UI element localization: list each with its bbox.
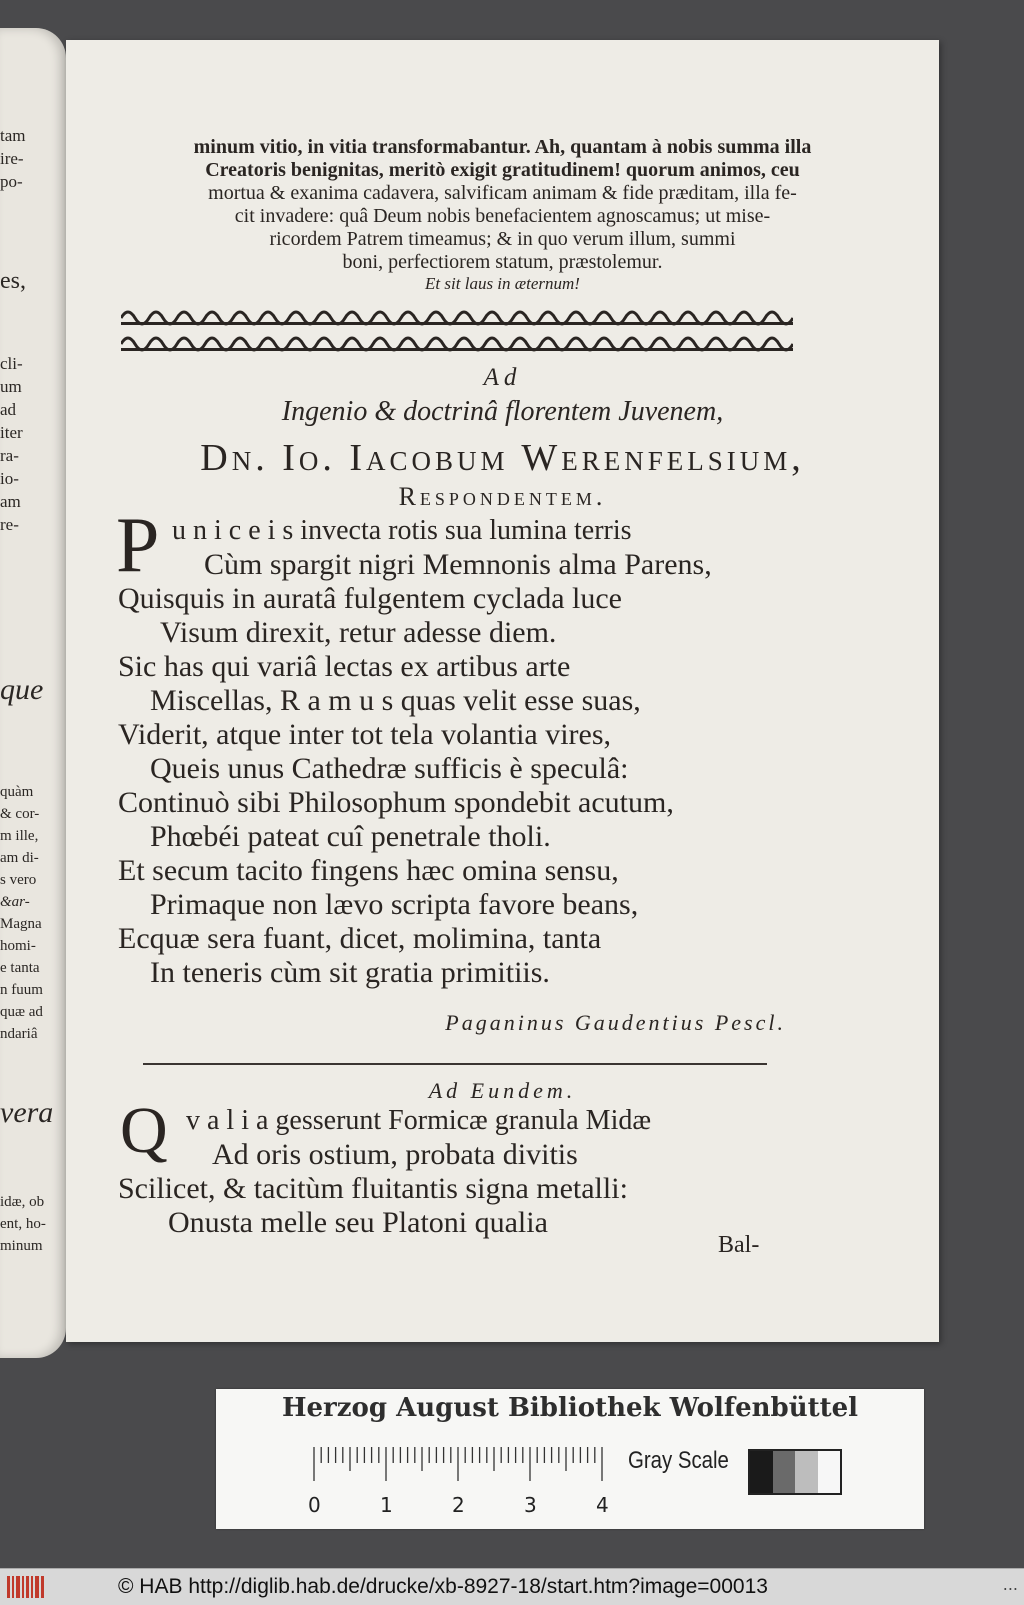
- library-name: Herzog August Bibliothek Wolfenbüttel: [281, 1393, 859, 1423]
- divider-rule: [143, 1063, 767, 1065]
- left-fragment: n fuum: [0, 982, 43, 998]
- poem1-line: Sic has qui variâ lectas ex artibus arte: [118, 650, 571, 683]
- left-fragment: Magna: [0, 916, 42, 932]
- poem1-line: Primaque non lævo scripta favore beans,: [150, 888, 639, 921]
- ornament-band-icon: [121, 304, 793, 358]
- prose-line: ricordem Patrem timeamus; & in quo verum illum, summi: [269, 228, 736, 250]
- poem2-line: Ad oris ostium, probata divitis: [212, 1138, 578, 1171]
- left-fragment: re-: [0, 515, 19, 534]
- left-fragment: io-: [0, 469, 19, 488]
- gray-swatch-cell: [818, 1451, 841, 1493]
- left-fragment: po-: [0, 172, 23, 191]
- left-facing-page: [0, 28, 66, 1358]
- library-reference-card: [216, 1389, 924, 1529]
- left-fragment: & cor-: [0, 806, 40, 822]
- poem1-line: Queis unus Cathedræ sufficis è speculâ:: [150, 752, 629, 785]
- left-fragment: quàm: [0, 784, 34, 800]
- dedication-line: Ingenio & doctrinâ florentem Juvenem,: [281, 396, 724, 427]
- left-fragment: idæ, ob: [0, 1194, 45, 1210]
- left-fragment: homi-: [0, 938, 36, 954]
- left-fragment: es,: [0, 268, 26, 294]
- poem2-first-line: v a l i a gesserunt Formicæ granula Midæ: [186, 1105, 652, 1136]
- prose-line: mortua & exanima cadavera, salvificam animam & fide præditam, illa fe-: [208, 182, 797, 204]
- left-fragment: cli-: [0, 354, 23, 373]
- prose-line: cit invadere: quâ Deum nobis benefacientem agnoscamus; ut mise-: [234, 205, 771, 227]
- hab-barcode-logo-icon: [6, 1574, 46, 1600]
- left-fragment: am di-: [0, 850, 39, 866]
- more-options-button[interactable]: ...: [1002, 1575, 1018, 1594]
- ruler-number: 4: [596, 1493, 609, 1517]
- poem1-line: Phœbéi pateat cuî penetrale tholi.: [150, 820, 551, 853]
- left-fragment: m ille,: [0, 828, 39, 844]
- poem1-line: Ecquæ sera fuant, dicet, molimina, tanta: [118, 922, 602, 955]
- poem1-line: Et secum tacito fingens hæc omina sensu,: [118, 854, 619, 887]
- status-bar: [0, 1568, 1024, 1605]
- poem1-line: Quisquis in auratâ fulgentem cyclada luce: [118, 582, 622, 615]
- left-fragment: &ar-: [0, 894, 30, 910]
- gray-swatch-cell: [795, 1451, 818, 1493]
- left-fragment: s vero: [0, 872, 37, 888]
- poem2-line: Onusta melle seu Platoni qualia: [168, 1206, 548, 1239]
- poem1-line: Viderit, atque inter tot tela volantia vires,: [118, 718, 612, 751]
- left-fragment: ire-: [0, 149, 24, 168]
- left-fragment: um: [0, 377, 22, 396]
- url-copyright-text[interactable]: © HAB http://diglib.hab.de/drucke/xb-8927-18/start.htm?image=00013: [118, 1575, 768, 1598]
- poem1-line: Continuò sibi Philosophum spondebit acutum,: [118, 786, 674, 819]
- dedicatee-name: Dn. Io. Iacobum Werenfelsium,: [200, 437, 805, 479]
- ruler-number: 2: [452, 1493, 465, 1517]
- poem1-line: In teneris cùm sit gratia primitiis.: [150, 956, 550, 989]
- ad-heading: Ad: [483, 364, 522, 391]
- left-fragment: quæ ad: [0, 1004, 43, 1020]
- poem2-line: Scilicet, & tacitùm fluitantis signa metalli:: [118, 1172, 628, 1205]
- ruler-scale-icon: [312, 1447, 608, 1483]
- catchword: Bal-: [718, 1232, 760, 1258]
- left-fragment: vera: [0, 1096, 54, 1129]
- poem1-line: Cùm spargit nigri Memnonis alma Parens,: [204, 548, 712, 581]
- ruler-number: 1: [380, 1493, 393, 1517]
- left-fragment: ent, ho-: [0, 1216, 46, 1232]
- poem1-line: Miscellas, R a m u s quas velit esse suas,: [150, 684, 641, 717]
- prose-line: Creatoris benignitas, meritò exigit gratitudinem! quorum animos, ceu: [205, 159, 800, 181]
- prose-line: boni, perfectiorem statum, præstolemur.: [342, 251, 663, 273]
- prose-line: minum vitio, in vitia transformabantur. Ah, quantam à nobis summa illa: [193, 136, 812, 158]
- gray-swatch-cell: [773, 1451, 796, 1493]
- left-fragment: ad: [0, 400, 17, 419]
- poem1-dropcap: P: [116, 501, 160, 588]
- book-page: [66, 40, 939, 1342]
- ruler-number: 0: [308, 1493, 321, 1517]
- gray-scale-label: Gray Scale: [628, 1447, 729, 1474]
- left-fragment: e tanta: [0, 960, 40, 976]
- respondent-label: Respondentem.: [398, 482, 607, 511]
- left-fragment: minum: [0, 1238, 43, 1254]
- left-fragment: am: [0, 492, 21, 511]
- left-fragment: que: [0, 673, 44, 706]
- left-fragment: ra-: [0, 446, 19, 465]
- left-fragment: iter: [0, 423, 23, 442]
- left-fragment: ndariâ: [0, 1026, 38, 1042]
- left-fragment: tam: [0, 126, 26, 145]
- poem1-signature: Paganinus Gaudentius Pescl.: [445, 1010, 786, 1035]
- gray-swatch-cell: [750, 1451, 773, 1493]
- poem1-first-line: u n i c e i s invecta rotis sua lumina terris: [172, 515, 632, 546]
- poem2-dropcap: Q: [120, 1094, 168, 1167]
- gray-scale-swatch: [748, 1449, 842, 1495]
- ruler-number: 3: [524, 1493, 537, 1517]
- poem1-line: Visum direxit, retur adesse diem.: [160, 616, 557, 649]
- prose-closing: Et sit laus in æternum!: [425, 274, 580, 293]
- poem2-heading: Ad Eundem.: [428, 1078, 577, 1103]
